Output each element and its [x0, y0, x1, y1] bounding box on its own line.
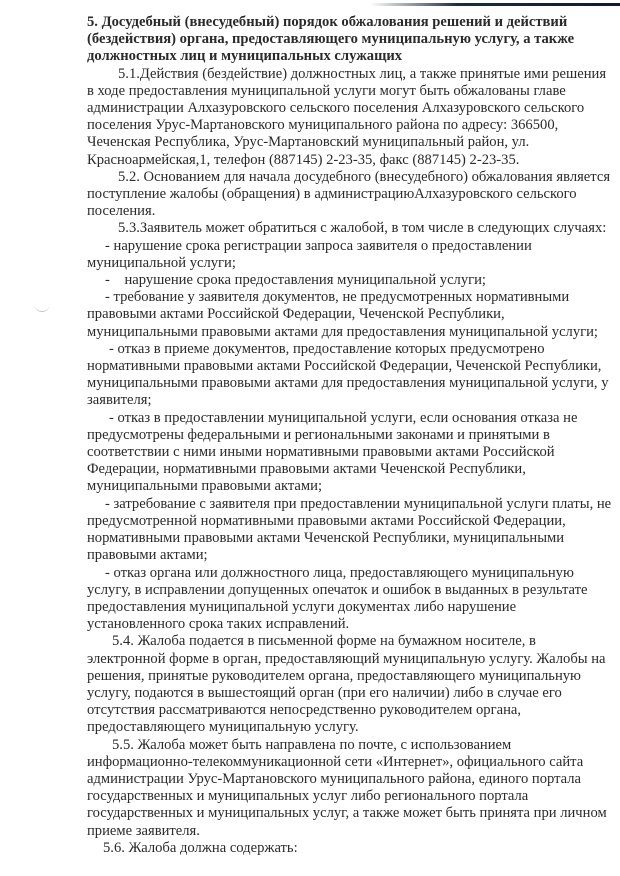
list-item: - затребование с заявителя при предоставлении муниципальной услуги платы, не предусмотренной нормативными правовыми актами Российской Федерации, нормативными правовыми актами Чеченской Республики, муниципальными правовыми актами;: [87, 495, 612, 564]
list-item: - нарушение срока предоставления муниципальной услуги;: [105, 272, 486, 289]
paragraph-5-3: 5.3.Заявитель может обратиться с жалобой, в том числе в следующих случаях:: [118, 220, 607, 237]
paragraph-5-1: 5.1.Действия (бездействие) должностных лиц, а также принятые ими решения в ходе предоставления муниципальной услуги могут быть обжалованы главе администрации Алхазуровского сельского поселения Алхазуровского сельского поселения Урус-Мартановского муниципального района по адресу: 366500, Чеченская Республика, Урус-Мартановский муниципальный район, ул. Красноармейская,1, телефон (887145) 2-23-35, факс (887145) 2-23-35.: [87, 65, 607, 168]
list-item: - отказ органа или должностного лица, предоставляющего муниципальную услугу, в исправлении допущенных опечаток и ошибок в выданных в результате предоставления муниципальной услуги документах либо нарушение установленного срока таких исправлений.: [87, 564, 588, 633]
scan-edge-artifact: [370, 3, 620, 6]
document-page: [87, 14, 612, 857]
list-item: - требование у заявителя документов, не предусмотренных нормативными правовыми актами Российской Федерации, Чеченской Республики, муниципальными правовыми актами для предоставления муниципальной услуги;: [87, 289, 598, 340]
list-item: - нарушение срока регистрации запроса заявителя о предоставлении муниципальной услуги;: [87, 237, 532, 271]
paragraph-5-5: 5.5. Жалоба может быть направлена по почте, с использованием информационно-телекоммуникационной сети «Интернет», официального сайта администрации Урус-Мартановского муниципального района, единого портала государственных и муниципальных услуг либо регионального портала государственных и муниципальных услуг, а также может быть принята при личном приеме заявителя.: [87, 736, 607, 839]
list-item: - отказ в предоставлении муниципальной услуги, если основания отказа не предусмотрены федеральными и региональными законами и принятыми в соответствии с ними иными нормативными правовыми актами Российской Федерации, нормативными правовыми актами Чеченской Республики, муниципальными правовыми актами;: [87, 409, 578, 495]
list-item: - отказ в приеме документов, предоставление которых предусмотрено нормативными правовыми актами Российской Федерации, Чеченской Республики, муниципальными правовыми актами для предоставления муниципальной услуги, у заявителя;: [87, 340, 609, 409]
paragraph-5-2: 5.2. Основанием для начала досудебного (внесудебного) обжалования является поступление жалобы (обращения) в администрациюАлхазуровского сельского поселения.: [87, 168, 611, 220]
paragraph-5-4: 5.4. Жалоба подается в письменной форме на бумажном носителе, в электронной форме в орган, предоставляющий муниципальную услугу. Жалобы на решения, принятые руководителем органа, предоставляющего муниципальную услугу, подаются в вышестоящий орган (при его наличии) либо в случае его отсутствия рассматриваются непосредственно руководителем органа, предоставляющего муниципальную услугу.: [87, 633, 606, 736]
section-heading: 5. Досудебный (внесудебный) порядок обжалования решений и действий (бездействия) органа, предоставляющего муниципальную услугу, а также должностных лиц и муниципальных служащих: [87, 14, 575, 65]
paragraph-5-6: 5.6. Жалоба должна содержать:: [103, 839, 298, 856]
punch-hole-mark: [34, 303, 50, 312]
